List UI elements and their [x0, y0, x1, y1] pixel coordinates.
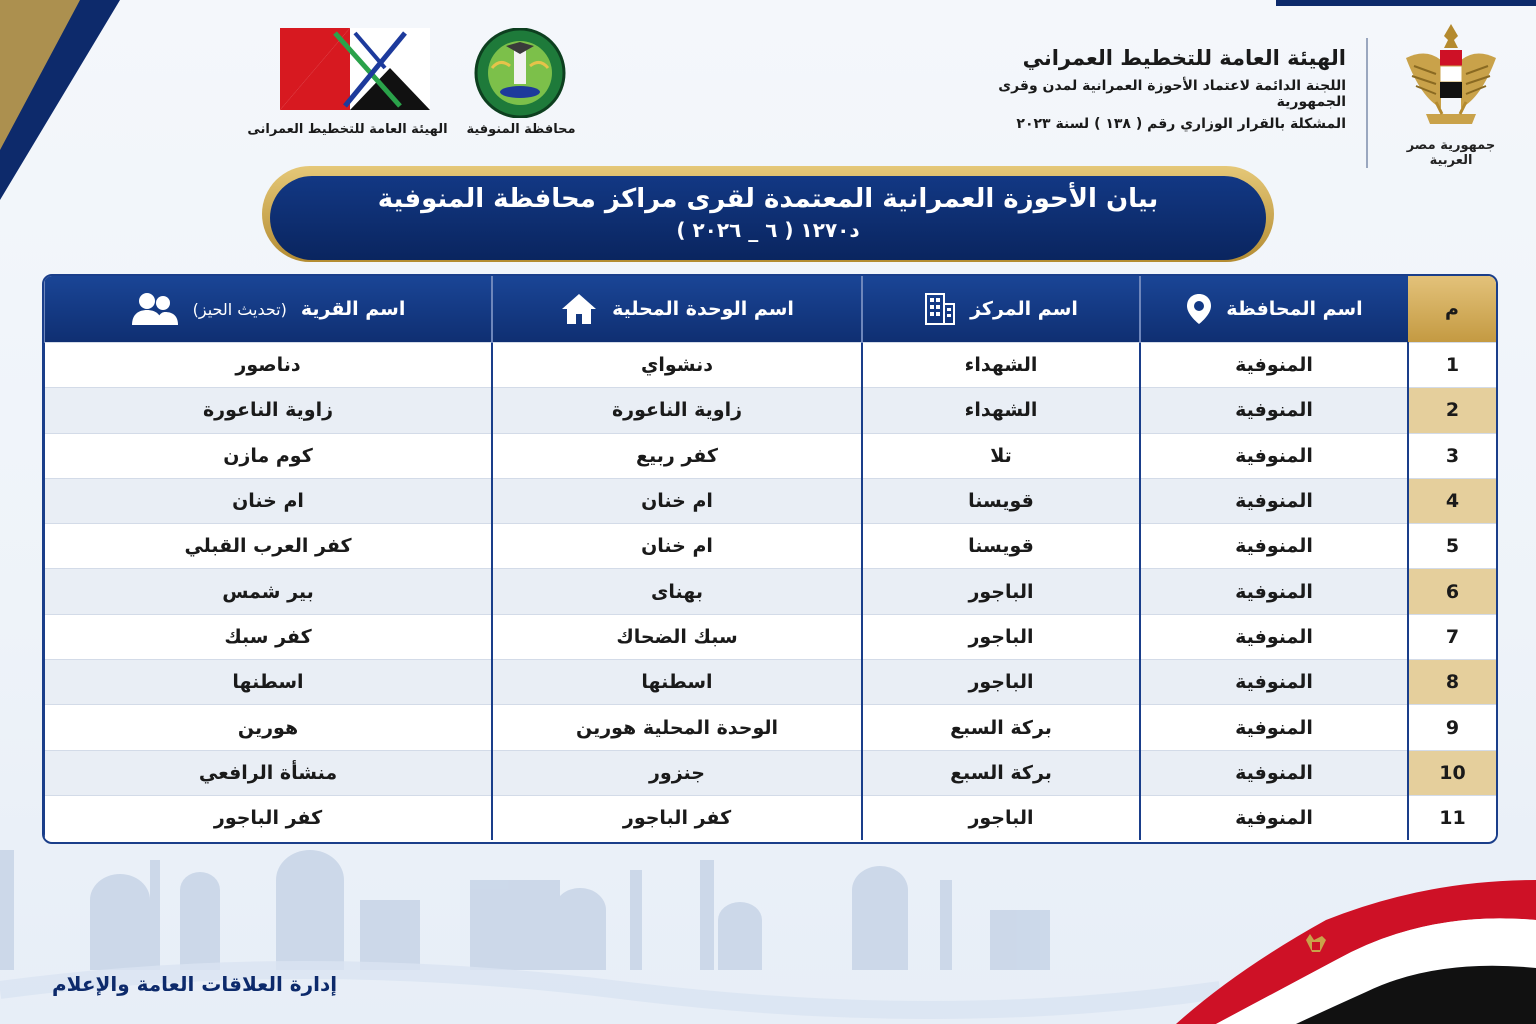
cell-governorate: المنوفية	[1140, 750, 1408, 795]
cell-num: 10	[1408, 750, 1496, 795]
uppa-logo-caption: الهيئة العامة للتخطيط العمرانى	[247, 122, 448, 137]
cell-num: 7	[1408, 614, 1496, 659]
cell-num: 9	[1408, 705, 1496, 750]
header-village	[44, 276, 492, 343]
title-banner	[270, 176, 1266, 260]
cityscape-illustration	[0, 840, 1220, 1024]
map-pin-icon	[1186, 293, 1212, 325]
cell-center: تلا	[862, 433, 1140, 478]
cell-center: بركة السبع	[862, 750, 1140, 795]
egypt-flag	[1176, 880, 1536, 1024]
table-row	[44, 343, 1496, 388]
table-row	[44, 660, 1496, 705]
cell-village: دناصور	[44, 343, 492, 388]
cell-unit: الوحدة المحلية هورين	[492, 705, 862, 750]
egypt-emblem	[1386, 18, 1516, 168]
home-icon	[560, 292, 598, 326]
cell-center: الباجور	[862, 614, 1140, 659]
cell-num: 11	[1408, 795, 1496, 840]
cell-village: اسطنها	[44, 660, 492, 705]
cell-village: منشأة الرافعي	[44, 750, 492, 795]
committee-line: اللجنة الدائمة لاعتماد الأحوزة العمرانية لمدن وقرى الجمهورية	[998, 78, 1346, 110]
header-unit	[492, 276, 862, 343]
authority-title: الهيئة العامة للتخطيط العمراني	[1022, 46, 1346, 70]
cell-center: الشهداء	[862, 388, 1140, 433]
cell-village: ام خنان	[44, 478, 492, 523]
header-authority-block	[996, 18, 1516, 168]
table-row	[44, 524, 1496, 569]
uppa-logo	[280, 28, 430, 110]
decree-line: المشكلة بالقرار الوزاري رقم ( ١٣٨ ) لسنة ٢٠٢٣	[1016, 116, 1346, 132]
cell-village: زاوية الناعورة	[44, 388, 492, 433]
cell-village: هورين	[44, 705, 492, 750]
cell-village: كفر سبك	[44, 614, 492, 659]
cell-unit: ام خنان	[492, 478, 862, 523]
cell-governorate: المنوفية	[1140, 343, 1408, 388]
table-row	[44, 705, 1496, 750]
table-row	[44, 614, 1496, 659]
cell-unit: دنشواي	[492, 343, 862, 388]
emblem-caption: جمهورية مصر العربية	[1406, 138, 1496, 168]
cell-num: 5	[1408, 524, 1496, 569]
menoufia-logo	[470, 28, 570, 118]
table-row	[44, 795, 1496, 840]
cell-center: الباجور	[862, 569, 1140, 614]
header-governorate	[1140, 276, 1408, 343]
cell-num: 8	[1408, 660, 1496, 705]
cell-governorate: المنوفية	[1140, 569, 1408, 614]
top-right-stripe	[1276, 0, 1536, 6]
table-header-row	[44, 276, 1496, 343]
cell-village: كوم مازن	[44, 433, 492, 478]
cell-center: قويسنا	[862, 524, 1140, 569]
cell-governorate: المنوفية	[1140, 660, 1408, 705]
table-row	[44, 388, 1496, 433]
header-center	[862, 276, 1140, 343]
table-row	[44, 433, 1496, 478]
eagle-icon	[1396, 18, 1506, 136]
table-row	[44, 569, 1496, 614]
cell-center: قويسنا	[862, 478, 1140, 523]
header-num-label: م	[1445, 298, 1459, 320]
header-village-label: اسم القرية	[300, 298, 406, 320]
corner-decoration-gold	[0, 0, 80, 150]
cell-center: بركة السبع	[862, 705, 1140, 750]
banner-title: بيان الأحوزة العمرانية المعتمدة لقرى مراكز محافظة المنوفية	[377, 184, 1159, 214]
header-village-note: (تحديث الحيز)	[192, 299, 287, 319]
building-icon	[924, 292, 956, 326]
cell-unit: اسطنها	[492, 660, 862, 705]
cell-village: كفر الباجور	[44, 795, 492, 840]
banner-subtitle: د١٢٧٠ ( ٦ _ ٢٠٢٦ )	[676, 218, 860, 242]
cell-num: 3	[1408, 433, 1496, 478]
header-num	[1408, 276, 1496, 343]
cell-governorate: المنوفية	[1140, 388, 1408, 433]
cell-unit: كفر الباجور	[492, 795, 862, 840]
footer-department: إدارة العلاقات العامة والإعلام	[52, 972, 338, 996]
cell-unit: زاوية الناعورة	[492, 388, 862, 433]
cell-governorate: المنوفية	[1140, 614, 1408, 659]
cell-unit: جنزور	[492, 750, 862, 795]
cell-num: 1	[1408, 343, 1496, 388]
cell-center: الباجور	[862, 660, 1140, 705]
people-icon	[131, 292, 179, 326]
villages-table	[42, 274, 1498, 844]
cell-center: الباجور	[862, 795, 1140, 840]
cell-unit: سبك الضحاك	[492, 614, 862, 659]
header-unit-label: اسم الوحدة المحلية	[612, 298, 794, 320]
cell-unit: بهناى	[492, 569, 862, 614]
cell-governorate: المنوفية	[1140, 524, 1408, 569]
villages-table-grid	[43, 276, 1496, 840]
cell-governorate: المنوفية	[1140, 433, 1408, 478]
cell-center: الشهداء	[862, 343, 1140, 388]
cell-governorate: المنوفية	[1140, 478, 1408, 523]
cell-governorate: المنوفية	[1140, 795, 1408, 840]
cell-village: بير شمس	[44, 569, 492, 614]
cell-governorate: المنوفية	[1140, 705, 1408, 750]
menoufia-logo-caption: محافظة المنوفية	[466, 122, 576, 137]
header-governorate-label: اسم المحافظة	[1226, 298, 1363, 320]
cell-unit: كفر ربيع	[492, 433, 862, 478]
header-divider	[1366, 38, 1368, 168]
cell-num: 4	[1408, 478, 1496, 523]
authority-text	[986, 46, 1346, 132]
table-body	[44, 343, 1496, 841]
table-row	[44, 750, 1496, 795]
cell-num: 2	[1408, 388, 1496, 433]
cell-village: كفر العرب القبلي	[44, 524, 492, 569]
header-center-label: اسم المركز	[970, 298, 1078, 320]
cell-num: 6	[1408, 569, 1496, 614]
partner-logos	[240, 28, 585, 143]
cell-unit: ام خنان	[492, 524, 862, 569]
table-row	[44, 478, 1496, 523]
